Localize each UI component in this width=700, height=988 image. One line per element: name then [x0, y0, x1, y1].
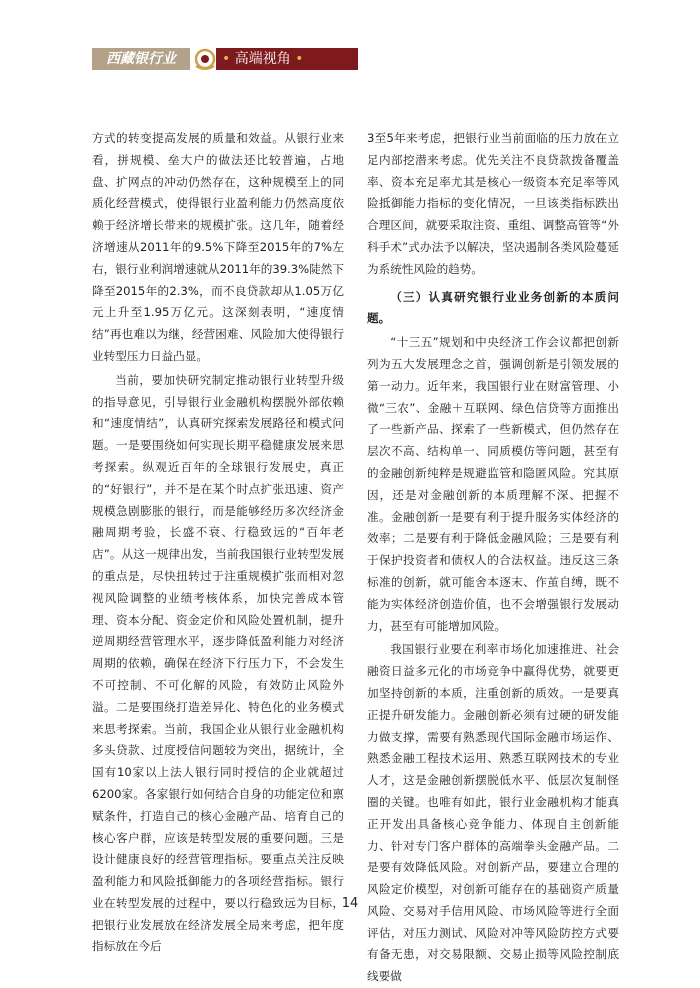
section-dot-right: •: [295, 51, 304, 67]
section-banner: [216, 48, 358, 70]
left-column: [92, 128, 344, 958]
ornament-icon: [192, 46, 218, 72]
section-title: 高端视角: [234, 51, 291, 67]
page-header: [92, 48, 612, 70]
section-dot-left: •: [222, 51, 231, 67]
right-paragraph-1: 3至5年来考虑，把银行业当前面临的压力放在立足内部挖潜来考虑。优先关注不良贷款拨备覆盖率、资本充足率尤其是核心一级资本充足率等风险抵御能力指标的变化情况，一旦该类指标跌出合理区间，就要采取注资、重组、调整高管等“外科手术”式办法予以解决，坚决遏制各类风险蔓延为系统性风险的趋势。: [367, 131, 619, 276]
right-paragraph-2: “十三五”规划和中央经济工作会议都把创新列为五大发展理念之首，强调创新是引领发展的第一动力。近年来，我国银行业在财富管理、小微“三农”、金融＋互联网、绿色信贷等方面推出了一些新产品、探索了一些新模式，但仍然存在层次不高、结构单一、同质模仿等问题，甚至有的金融创新纯粹是规避监管和隐匿风险。究其原因，还是对金融创新的本质理解不深、把握不准。金融创新一是要有利于提升服务实体经济的效率；二是要有利于降低金融风险；三是要有利于保护投资者和债权人的合法权益。违反这三条标准的创新，就可能舍本逐末、作茧自缚，既不能为实体经济创造价值，也不会增强银行发展动力，甚至有可能增加风险。: [367, 335, 619, 633]
left-paragraph-1: 方式的转变提高发展的质量和效益。从银行业来看，拼规模、垒大户的做法还比较普遍，占地盘、扩网点的冲动仍然存在，这种规模至上的同质化经营模式，使得银行业盈利能力仍然高度依赖于经济增长带来的规模扩张。这几年，随着经济增速从2011年的9.5%下降至2015年的7%左右，银行业利润增速就从2011年的39.3%陡然下降至2015年的2.3%，而不良贷款却从1.05万亿元上升至1.95万亿元。这深刻表明，“速度情结”再也难以为继，经营困难、风险加大使得银行业转型压力日益凸显。: [92, 131, 344, 363]
section-heading: （三）认真研究银行业业务创新的本质问题。: [367, 289, 619, 326]
publication-logo: 西藏银行业: [92, 48, 190, 70]
page-number: 14: [341, 896, 359, 911]
right-column: [367, 128, 619, 988]
left-paragraph-2: 当前，要加快研究制定推动银行业转型升级的指导意见，引导银行业金融机构摆脱外部依赖和“速度情结”，认真研究探索发展路径和模式问题。一是要围绕如何实现长期平稳健康发展来思考探索。纵观近百年的全球银行发展史，真正的“好银行”，并不是在某个时点扩张迅速、资产规模急剧膨胀的银行，而是能够经历多次经济金融周期考验，长盛不衰、行稳致远的“百年老店”。从这一规律出发，当前我国银行业转型发展的重点是，尽快扭转过于注重规模扩张而相对忽视风险调整的业绩考核体系，加快完善成本管理、资本分配、资金定价和风险处置机制，提升逆周期经营管理水平，逐步降低盈利能力对经济周期的依赖，确保在经济下行压力下，不会发生不可控制、不可化解的风险，有效防止风险外溢。二是要围绕打造差异化、特色化的业务模式来思考探索。当前，我国企业从银行业金融机构多头贷款、过度授信问题较为突出，据统计，全国有10家以上法人银行同时授信的企业就超过6200家。各家银行如何结合自身的功能定位和禀赋条件，打造自己的核心金融产品、培育自己的核心客户群，应该是转型发展的重要问题。三是设计健康良好的经营管理指标。要重点关注反映盈利能力和风险抵御能力的各项经营指标。银行业在转型发展的过程中，要以行稳致远为目标，把银行业发展放在经济发展全局来考虑，把年度指标放在今后: [92, 372, 344, 954]
right-paragraph-3: 我国银行业要在利率市场化加速推进、社会融资日益多元化的市场竞争中赢得优势，就要更加坚持创新的本质，注重创新的质效。一是要真正提升研发能力。金融创新必须有过硬的研发能力做支撑，需要有熟悉现代国际金融市场运作、熟悉金融工程技术运用、熟悉互联网技术的专业人才，这是金融创新摆脱低水平、低层次复制怪圈的关键。也唯有如此，银行业金融机构才能真正开发出具备核心竞争能力、体现自主创新能力、针对专门客户群体的高端拳头金融产品。二是要有效降低风险。对创新产品，要建立合理的风险定价模型，对创新可能存在的基础资产质量风险、交易对手信用风险、市场风险等进行全面评估，对压力测试、风险对冲等风险防控方式要有备无患，对交易限额、交易止损等风险控制底线要做: [367, 642, 619, 984]
